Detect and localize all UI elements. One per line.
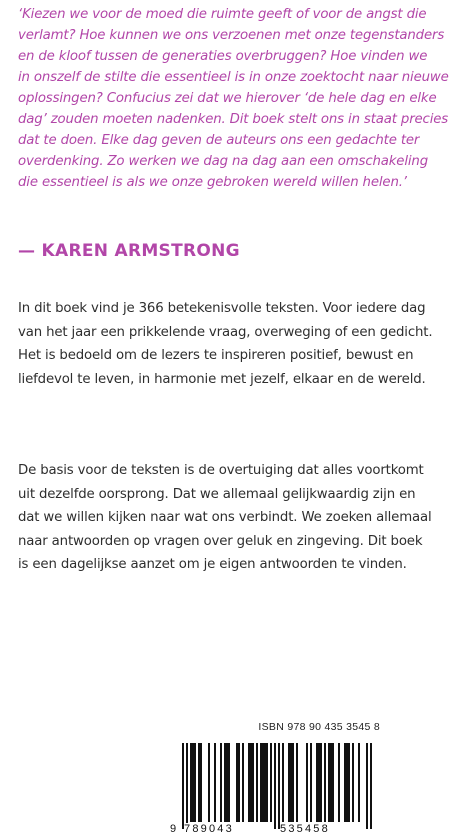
paragraph-line: uit dezelfde oorsprong. Dat we allemaal gelijkwaardig zijn en [18,486,416,502]
barcode-bar [262,743,264,822]
barcode-right-digits: 535458 [280,823,330,835]
barcode-bar [208,743,210,822]
barcode-digits [168,823,386,837]
barcode-bar [328,743,330,822]
paragraph-line: De basis voor de teksten is de overtuiging dat alles voortkomt [18,463,424,478]
barcode-bar [344,743,346,822]
barcode-bar [290,743,292,822]
barcode-bar [182,743,184,829]
barcode-bar [282,743,284,822]
barcode-bar [358,743,360,822]
barcode-bar [352,743,354,822]
barcode-bar [332,743,334,822]
paragraph-line: dat we willen kijken naar wat ons verbindt. We zoeken allemaal [18,510,432,525]
paragraph-line: is een dagelijkse aanzet om je eigen antwoorden te vinden. [18,557,407,572]
barcode-bar [226,743,228,822]
isbn-label: ISBN 978 90 435 3545 8 [258,721,380,733]
barcode-bar [316,743,318,822]
barcode-bar [220,743,222,822]
quote-line: in onszelf de stilte die essentieel is in onze zoektocht naar nieuwe [18,70,449,85]
barcode-bar [224,743,226,822]
barcode-bar [296,743,298,822]
barcode-bar [242,743,244,822]
barcode-bar [228,743,230,822]
quote-line: oplossingen? Confucius zei dat we hierover ‘de hele dag en elke [18,91,437,106]
quote-line: overdenking. Zo werken we dag na dag aan een omschakeling [18,154,428,169]
barcode-bar [346,743,348,822]
barcode-bar [260,743,262,822]
description-paragraph-2 [18,459,452,577]
barcode-bar [192,743,194,822]
quote-line: ‘Kiezen we voor de moed die ruimte geeft of voor de angst die [18,7,427,22]
barcode-left-digits: 789043 [184,823,234,835]
barcode-bar [250,743,252,822]
barcode-bar [264,743,266,822]
barcode-bar [274,743,276,829]
quote-author: — KAREN ARMSTRONG [18,241,240,261]
barcode-bar [338,743,340,822]
barcode-bar [190,743,192,822]
quote-line: dat te doen. Elke dag geven de auteurs ons een gedachte ter [18,133,420,148]
barcode-bar [320,743,322,822]
barcode-bar [238,743,240,822]
barcode-bar [194,743,196,822]
barcode-bar [318,743,320,822]
quote-line: en de kloof tussen de generaties overbruggen? Hoe vinden we [18,49,428,64]
barcode-bar [324,743,326,822]
barcode-bar [198,743,200,822]
barcode-bar [252,743,254,822]
barcode-bar [266,743,268,822]
barcode-bar [310,743,312,822]
barcode-first-digit: 9 [170,823,177,835]
barcode-bar [200,743,202,822]
quote-line: verlamt? Hoe kunnen we ons verzoenen met onze tegenstanders [18,28,445,43]
quote-line: dag’ zouden moeten nadenken. Dit boek stelt ons in staat precies [18,112,449,127]
barcode-bar [288,743,290,822]
barcode-bar [366,743,368,829]
barcode-bar [370,743,372,829]
paragraph-line: liefdevol te leven, in harmonie met jezelf, elkaar en de wereld. [18,371,426,387]
paragraph-line: naar antwoorden op vragen over geluk en zingeving. Dit boek [18,533,423,549]
paragraph-line: Het is bedoeld om de lezers te inspireren positief, bewust en [18,348,414,363]
barcode-bar [330,743,332,822]
barcode-bar [292,743,294,822]
barcode-bar [278,743,280,829]
barcode-bar [256,743,258,822]
description-paragraph-1 [18,297,452,391]
pull-quote [18,4,452,193]
barcode-bar [214,743,216,822]
quote-line: die essentieel is als we onze gebroken wereld willen helen.’ [18,175,407,190]
paragraph-line: van het jaar een prikkelende vraag, overweging of een gedicht. [18,324,433,340]
barcode-bar [306,743,308,822]
paragraph-line: In dit boek vind je 366 betekenisvolle teksten. Voor iedere dag [18,301,426,316]
barcode-bar [248,743,250,822]
barcode-bar [236,743,238,822]
barcode-bar [348,743,350,822]
barcode-bar [270,743,272,822]
barcode-bar [186,743,188,829]
